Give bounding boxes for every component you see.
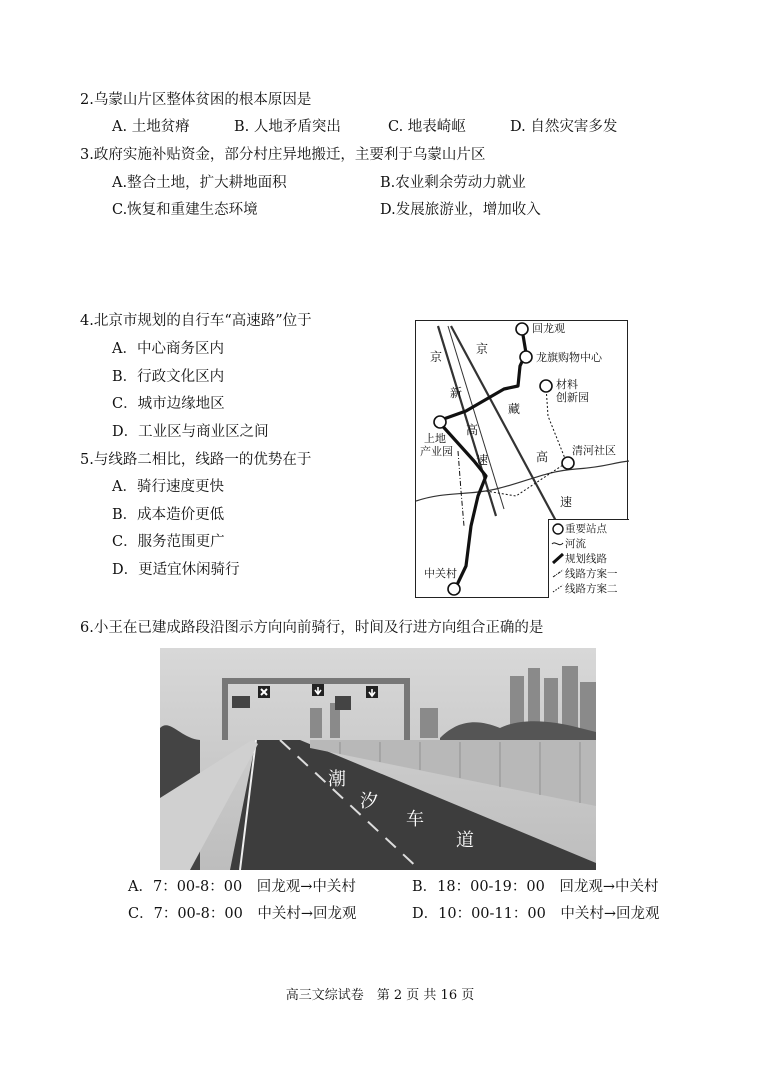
- q2-option-a: A. 土地贫瘠: [112, 119, 190, 135]
- q3-option-c: C.恢复和重建生态环境: [112, 202, 258, 218]
- station-cailiao-marker: [540, 380, 552, 392]
- tidal-lane-photo: [160, 648, 596, 870]
- q6-option-b: B．18：00-19：00 回龙观→中关村: [412, 879, 659, 895]
- gantry-left-post: [222, 678, 228, 740]
- label-cailiao: 材料: [556, 378, 578, 391]
- station-longqi-marker: [520, 351, 532, 363]
- q5-stem: 5.与线路二相比，线路一的优势在于: [80, 452, 312, 468]
- road-char-gao-1: 高: [466, 423, 479, 437]
- q5-option-a: A．骑行速度更快: [112, 479, 224, 495]
- q6-option-c: C．7：00-8：00 中关村→回龙观: [128, 906, 357, 922]
- road-char-su-1: 速: [476, 453, 489, 467]
- legend-route-label: 规划线路: [565, 553, 607, 565]
- station-zhongguancun-marker: [448, 583, 460, 595]
- road-sign-left: [232, 696, 250, 708]
- q2-option-c: C. 地表崎岖: [388, 119, 466, 135]
- label-longqi: 龙旗购物中心: [536, 351, 602, 364]
- q5-option-d: D．更适宜休闲骑行: [112, 562, 240, 578]
- gantry-beam: [222, 678, 410, 684]
- road-char-jing-1: 京: [430, 350, 443, 364]
- legend-option-one-label: 线路方案一: [565, 568, 618, 580]
- lane-text-che: 车: [406, 809, 424, 830]
- lane-text-chao: 潮: [328, 769, 346, 790]
- label-huilongguan: 回龙观: [532, 322, 565, 335]
- q5-option-c: C．服务范围更广: [112, 534, 225, 550]
- road-char-xin: 新: [450, 386, 463, 400]
- road-char-gao-2: 高: [536, 450, 549, 464]
- q3-option-d: D.发展旅游业，增加收入: [380, 202, 541, 218]
- label-qinghe: 清河社区: [572, 444, 616, 457]
- route-option-one-line: [458, 451, 464, 526]
- tidal-lane-photo-drawing: [160, 648, 596, 870]
- road-sign-right: [335, 696, 351, 710]
- q4-option-c: C．城市边缘地区: [112, 396, 225, 412]
- q3-stem: 3.政府实施补贴资金，部分村庄异地搬迁，主要利于乌蒙山片区: [80, 147, 486, 163]
- q6-option-d: D．10：00-11：00 中关村→回龙观: [412, 906, 660, 922]
- label-chuangxinyuan: 创新园: [556, 391, 589, 404]
- lane-text-dao: 道: [456, 830, 474, 851]
- river-line: [416, 461, 629, 501]
- q6-stem: 6.小王在已建成路段沿图示方向向前骑行，时间及行进方向组合正确的是: [80, 620, 544, 636]
- q4-stem: 4.北京市规划的自行车“高速路”位于: [80, 313, 312, 329]
- q2-stem: 2.乌蒙山片区整体贫困的根本原因是: [80, 92, 312, 108]
- q4-option-a: A．中心商务区内: [112, 341, 224, 357]
- legend-station-label: 重要站点: [565, 523, 607, 535]
- page-footer: 高三文综试卷 第 2 页 共 16 页: [285, 988, 475, 1003]
- q4-option-d: D．工业区与商业区之间: [112, 424, 269, 440]
- legend-station-icon: [553, 524, 563, 534]
- station-shangdi-marker: [434, 416, 446, 428]
- q3-option-a: A.整合土地，扩大耕地面积: [112, 175, 287, 191]
- legend-option-two-label: 线路方案二: [565, 583, 618, 595]
- label-chanyeyuan: 产业园: [420, 445, 453, 458]
- q4-option-b: B．行政文化区内: [112, 369, 225, 385]
- station-qinghe-marker: [562, 457, 574, 469]
- station-huilongguan-marker: [516, 323, 528, 335]
- legend-river-label: 河流: [565, 538, 586, 550]
- road-char-zang: 藏: [508, 402, 521, 416]
- road-char-su-2: 速: [560, 495, 573, 509]
- legend-river-icon: [552, 543, 563, 545]
- q2-option-b: B. 人地矛盾突出: [234, 119, 341, 135]
- legend-option-one-icon: [553, 570, 563, 577]
- road-char-jing-2: 京: [476, 342, 489, 356]
- lane-text-xi: 汐: [360, 791, 378, 812]
- label-shangdi: 上地: [424, 432, 446, 445]
- q6-option-a: A．7：00-8：00 回龙观→中关村: [128, 879, 356, 895]
- map-legend: [548, 519, 629, 598]
- label-zhongguancun: 中关村: [424, 567, 457, 580]
- route-option-two-line: [486, 386, 566, 496]
- gantry-right-post: [404, 678, 410, 740]
- legend-option-two-icon: [553, 585, 563, 592]
- q5-option-b: B．成本造价更低: [112, 507, 225, 523]
- legend-route-icon: [553, 554, 563, 563]
- q2-option-d: D. 自然灾害多发: [510, 119, 618, 135]
- route-map: [415, 320, 628, 598]
- q3-option-b: B.农业剩余劳动力就业: [380, 175, 526, 191]
